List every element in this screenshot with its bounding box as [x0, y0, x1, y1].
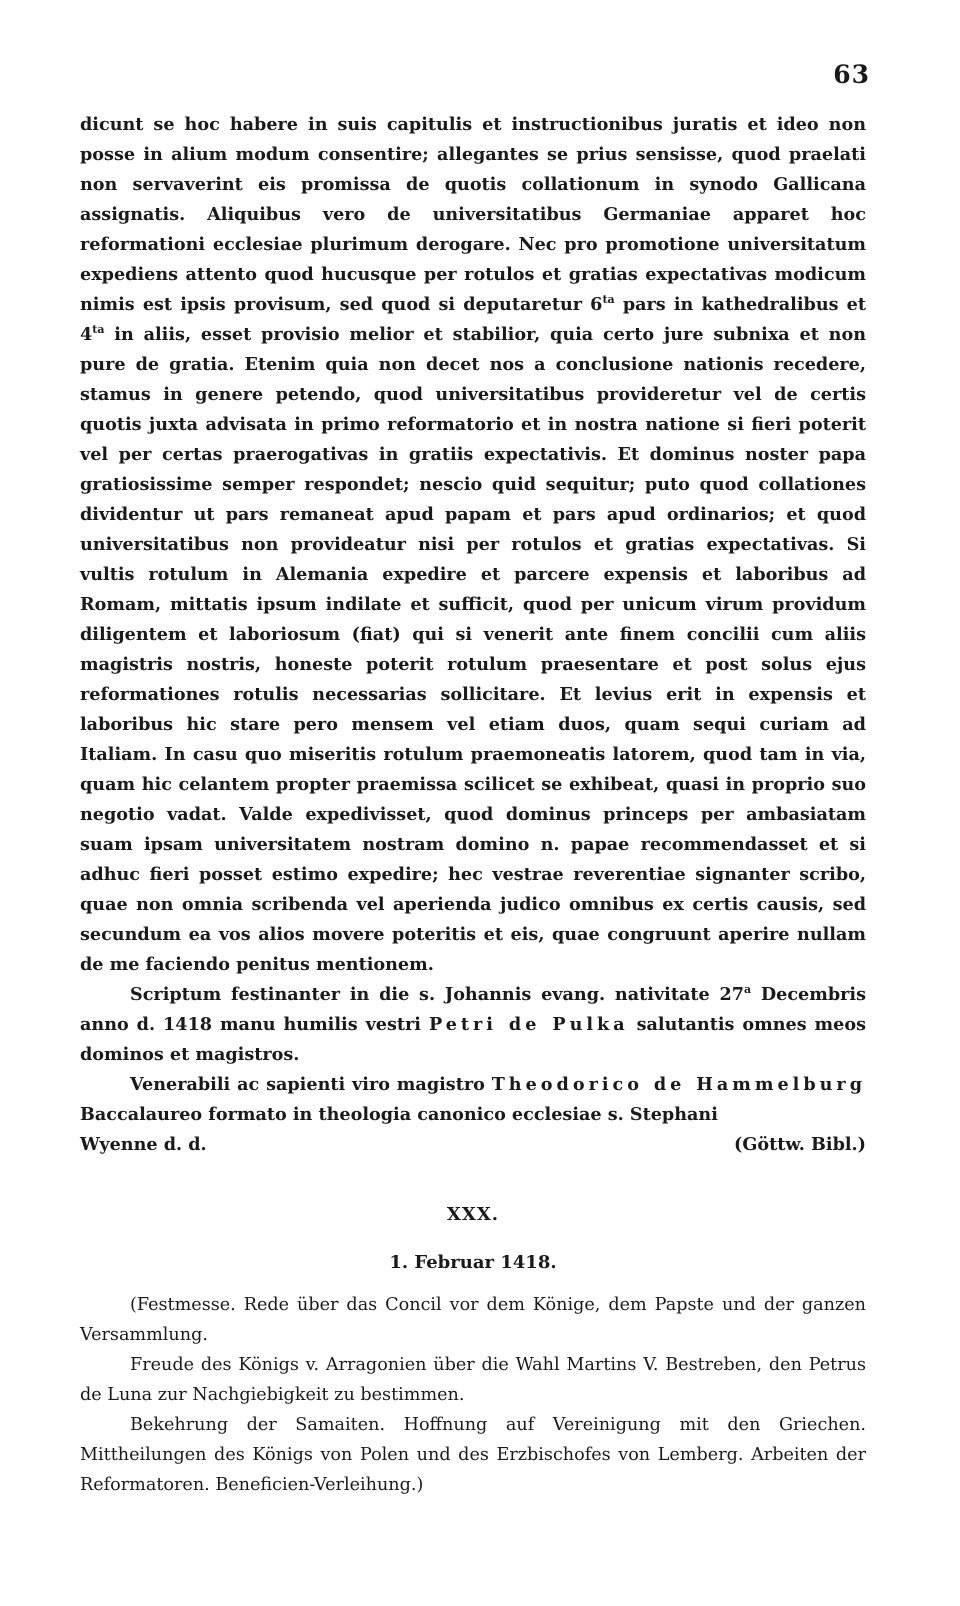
- superscript: ta: [92, 323, 105, 337]
- page-content: [80, 110, 866, 1500]
- superscript: a: [743, 983, 752, 997]
- address-text: Venerabili ac sapienti viro magistro: [130, 1074, 492, 1095]
- recipient-name: Theodorico de Hammelburg: [491, 1074, 866, 1095]
- section-number: XXX.: [446, 1204, 500, 1225]
- closing-text: Scriptum festinanter in die s. Johannis evang. nativitate 27: [130, 984, 744, 1005]
- section-summary: [80, 1290, 866, 1500]
- letter-address: [80, 1070, 866, 1130]
- letter-body-text: in aliis, esset provisio melior et stabilior, quia certo jure subnixa et non pure de gratia. Etenim quia non decet nos a conclusione nationis recedere, stamus in genere petendo, quod universitatibus provideretur vel de certis quotis juxta advisata in primo reformatorio et in nostra natione si fieri poterit vel per certas praerogativas in gratiis expectativis. Et dominus noster papa gratiosissime semper respondet; nescio quid sequitur; puto quod collationes dividentur ut pars remaneat apud papam et pars apud ordinarios; et quod universitatibus non provideatur nisi per rotulos et gratias expectativas. Si vultis rotulum in Alemania expedire et parcere expensis et laboribus ad Romam, mittatis ipsum indilate et sufficit, quod per unicum virum providum diligentem et laboriosum (fiat) qui si venerit ante finem concilii cum aliis magistris nostris, honeste poterit rotulum praesentare et post solus ejus reformationes rotulis necessarias sollicitare. Et levius erit in expensis et laboribus hic stare pero mensem vel etiam duos, quam sequi curiam ad Italiam. In casu quo miseritis rotulum praemoneatis latorem, quod tam in via, quam hic celantem propter praemissa scilicet se exhibeat, quasi in proprio suo negotio vadat. Valde expedivisset, quod dominus princeps per ambasiatam suam ipsam universitatem nostram domino n. papae recommendasset et si adhuc fieri posset estimo expedire; hec vestrae reverentiae signanter scribo, quae non omnia scribenda vel aperienda judico omnibus ex certis causis, sed secundum ea vos alios movere poteritis et eis, quae congruunt aperire nullam de me faciendo penitus mentionem.: [80, 324, 866, 975]
- closing-text: salutantis omnes meos dominos et magistros.: [80, 1014, 866, 1065]
- address-text: Baccalaureo formato in theologia canonico ecclesiae s. Stephani: [80, 1104, 718, 1125]
- letter-closing: [80, 980, 866, 1070]
- summary-paragraph: Freude des Königs v. Arragonien über die Wahl Martins V. Bestreben, den Petrus de Luna zur Nachgiebigkeit zu bestimmen.: [80, 1355, 866, 1405]
- letter-body-text: dicunt se hoc habere in suis capitulis et instructionibus juratis et ideo non posse in alium modum consentire; allegantes se prius sensisse, quod praelati non servaverint eis promissa de quotis collationum in synodo Gallicana assignatis. Aliquibus vero de universitatibus Germaniae apparet hoc reformationi ecclesiae plurimum derogare. Nec pro promotione universitatum expediens attento quod hucusque per rotulos et gratias expectativas modicum nimis est ipsis provisum, sed quod si deputaretur 6: [80, 114, 866, 315]
- address-last-line: [80, 1130, 866, 1160]
- letter-body: [80, 110, 866, 980]
- section-date: 1. Februar 1418.: [389, 1252, 557, 1273]
- address-place: Wyenne d. d.: [80, 1134, 207, 1155]
- letter-body-text: pars in kathedralibus et 4: [80, 294, 866, 345]
- summary-paragraph: Bekehrung der Samaiten. Hoffnung auf Vereinigung mit den Griechen. Mittheilungen des Königs von Polen und des Erzbischofes von Lemberg. Arbeiten der Reformatoren. Beneficien-Verleihung.): [80, 1415, 866, 1495]
- closing-text: Decembris anno d. 1418 manu humilis vestri: [80, 984, 866, 1035]
- page-number: 63: [833, 60, 870, 89]
- author-name: Petri de Pulka: [428, 1014, 629, 1035]
- summary-paragraph: (Festmesse. Rede über das Concil vor dem Könige, dem Papste und der ganzen Versammlung.: [80, 1295, 866, 1345]
- superscript: ta: [602, 293, 615, 307]
- source-citation: (Göttw. Bibl.): [734, 1134, 866, 1155]
